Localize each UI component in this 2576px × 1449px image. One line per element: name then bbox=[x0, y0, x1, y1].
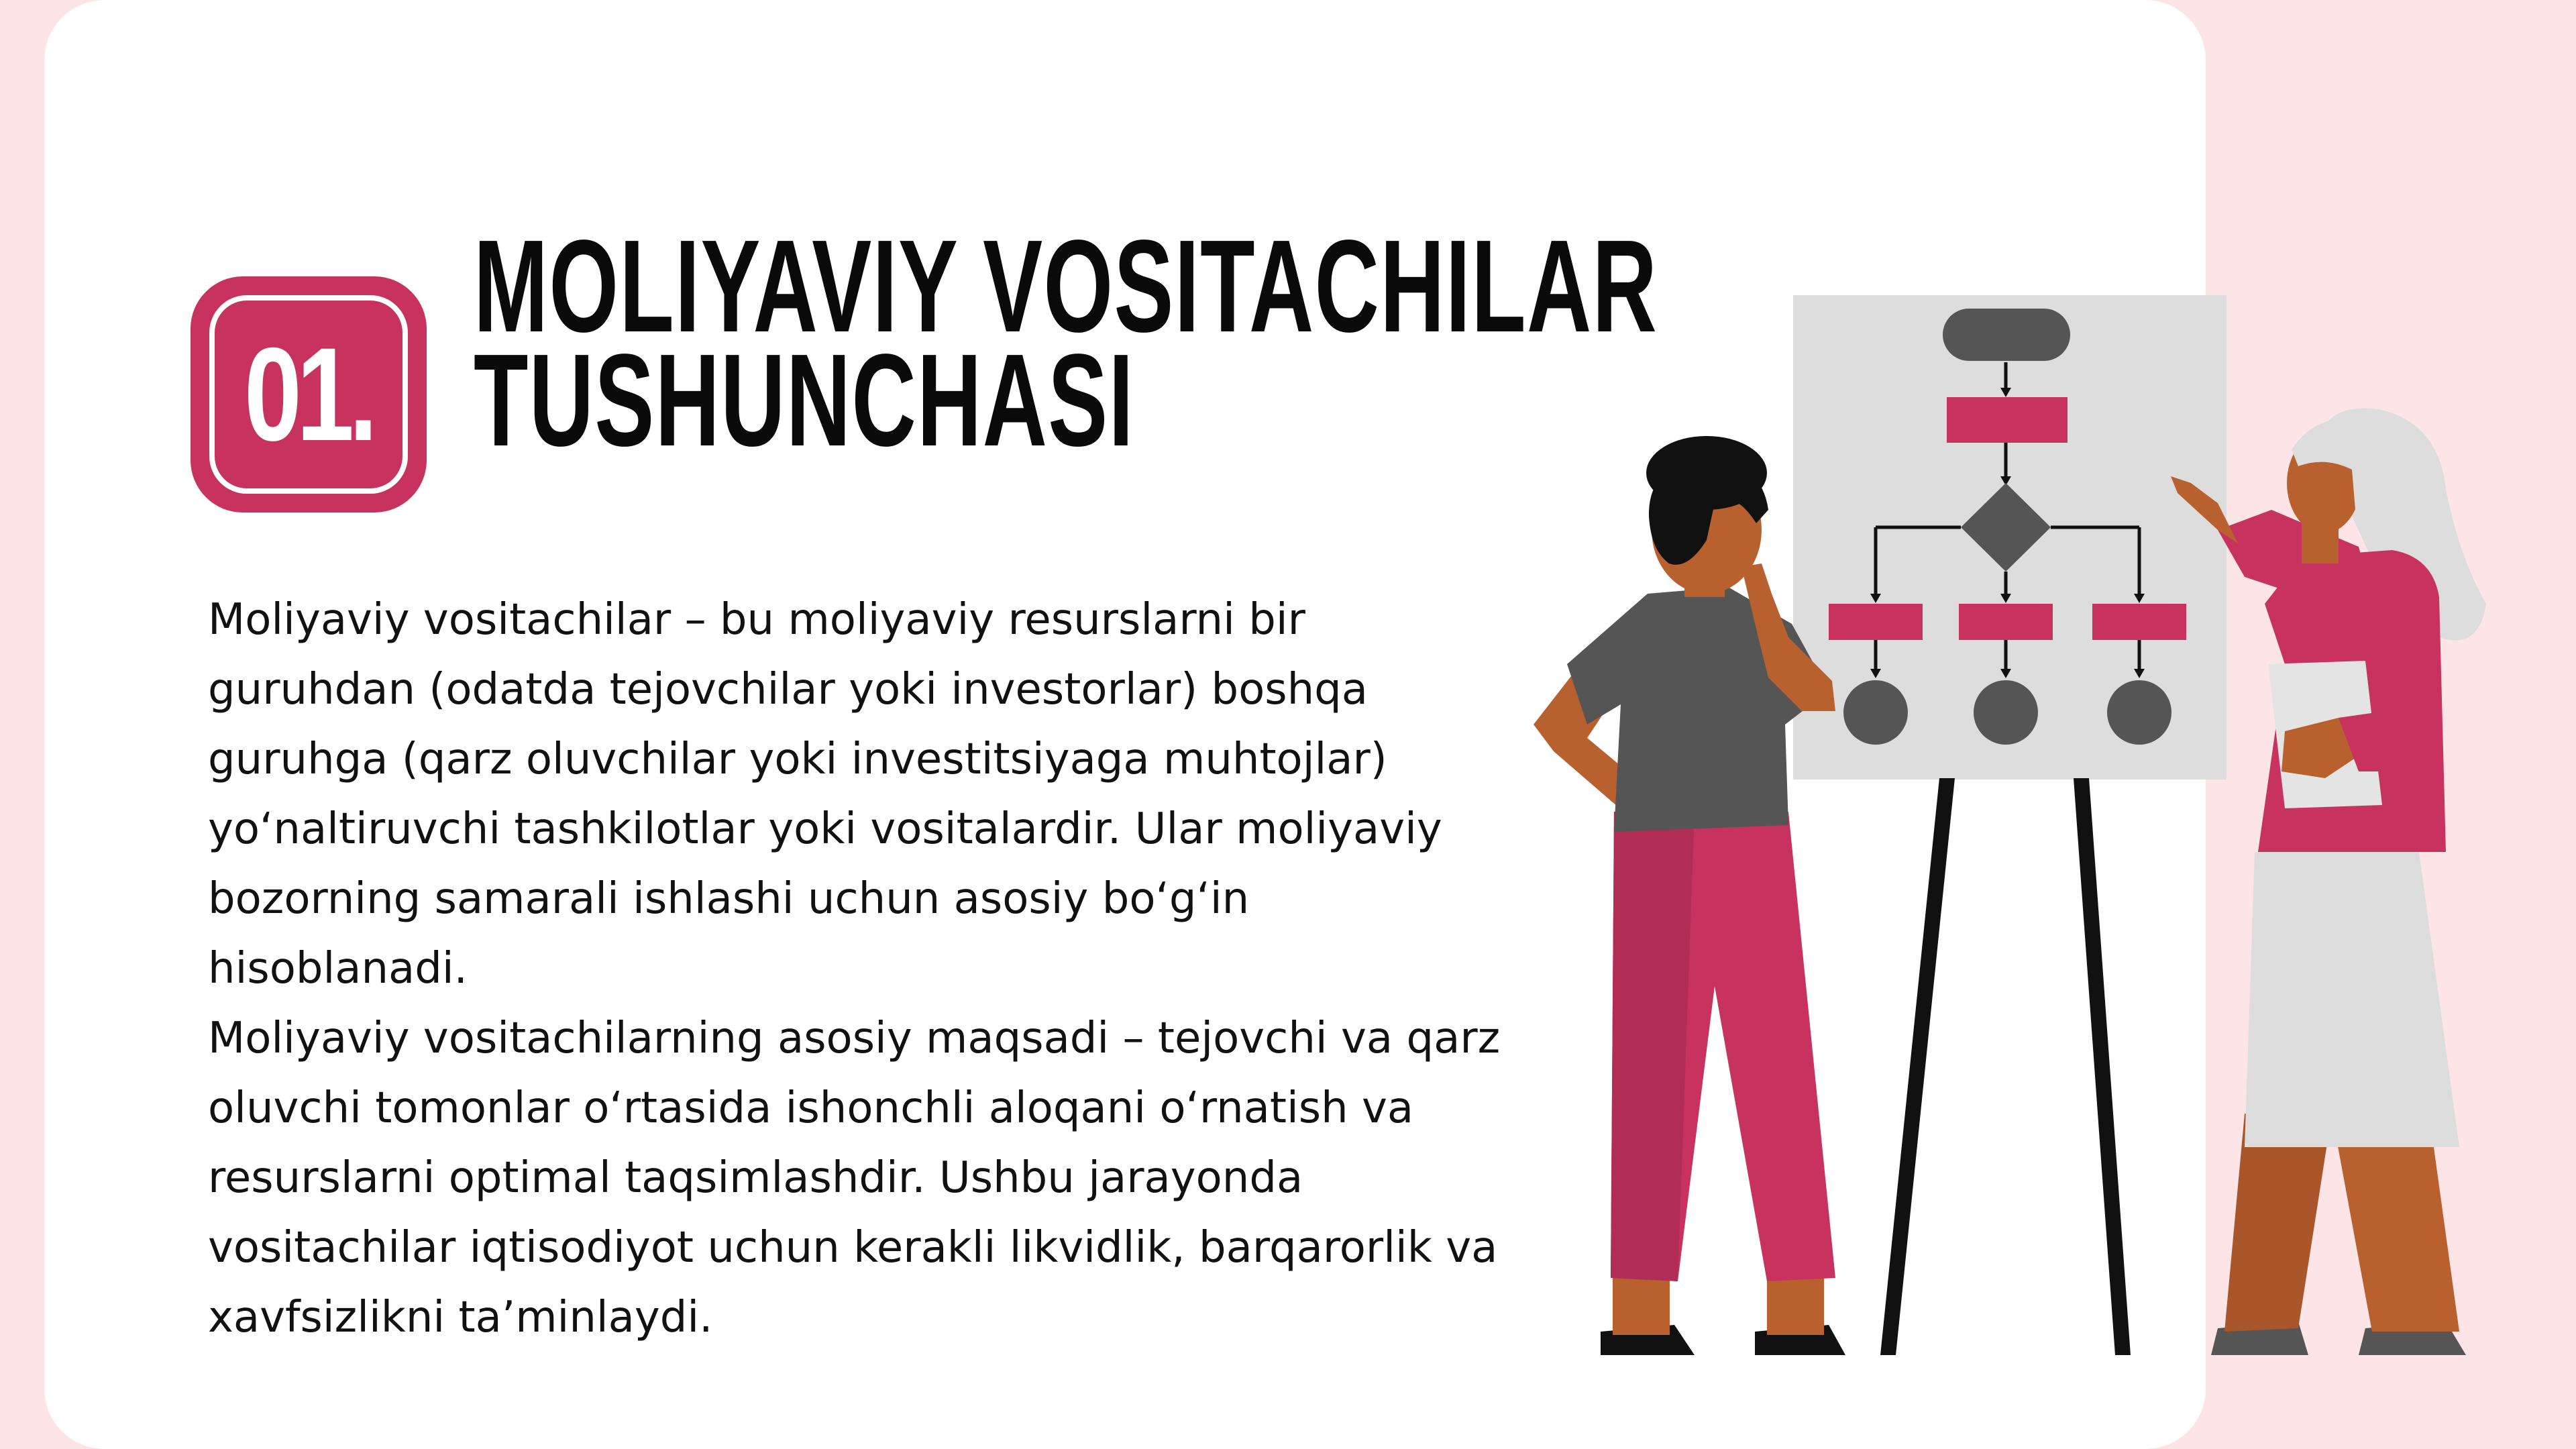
title-line-1: MOLIYAVIY VOSITACHILAR bbox=[474, 213, 1658, 360]
flow-end-node-1 bbox=[1843, 680, 1908, 745]
body-text bbox=[208, 585, 1516, 1352]
slide-title bbox=[474, 213, 1658, 474]
badge-inner-frame bbox=[209, 295, 408, 494]
flowchart-presentation-illustration bbox=[1493, 288, 2540, 1362]
flow-branch-node-3 bbox=[2092, 604, 2186, 640]
easel-leg-left bbox=[1880, 778, 1955, 1355]
content-card bbox=[44, 0, 2206, 1449]
paragraph-2: Moliyaviy vositachilarning asosiy maqsadi – tejovchi va qarz oluvchi tomonlar oʻrtasida ishonchli aloqani oʻrnatish va resurslarni optimal taqsimlashdir. Ushbu jarayonda vositachilar iqtisodiyot uchun kerakli likvidlik, barqarorlik va xavfsizlikni taʼminlaydi. bbox=[208, 1014, 1501, 1342]
flow-process-node bbox=[1947, 397, 2068, 443]
flow-end-node-2 bbox=[1974, 680, 2038, 745]
badge-number: 01. bbox=[244, 320, 373, 468]
flow-branch-node-2 bbox=[1959, 604, 2053, 640]
title-line-2: TUSHUNCHASI bbox=[474, 327, 1134, 474]
flow-branch-node-1 bbox=[1829, 604, 1923, 640]
section-number-badge bbox=[191, 276, 427, 513]
easel-leg-right bbox=[2074, 778, 2131, 1355]
paragraph-1: Moliyaviy vositachilar – bu moliyaviy resurslarni bir guruhdan (odatda tejovchilar yoki investorlar) boshqa guruhga (qarz oluvchilar yoki investitsiyaga muhtojlar) yoʻnaltiruvchi tashkilotlar yoki vositalardir. Ular moliyaviy bozorning samarali ishlashi uchun asosiy boʻgʻin hisoblanadi. bbox=[208, 595, 1442, 994]
flow-start-node bbox=[1943, 309, 2070, 361]
flow-end-node-3 bbox=[2107, 680, 2171, 745]
